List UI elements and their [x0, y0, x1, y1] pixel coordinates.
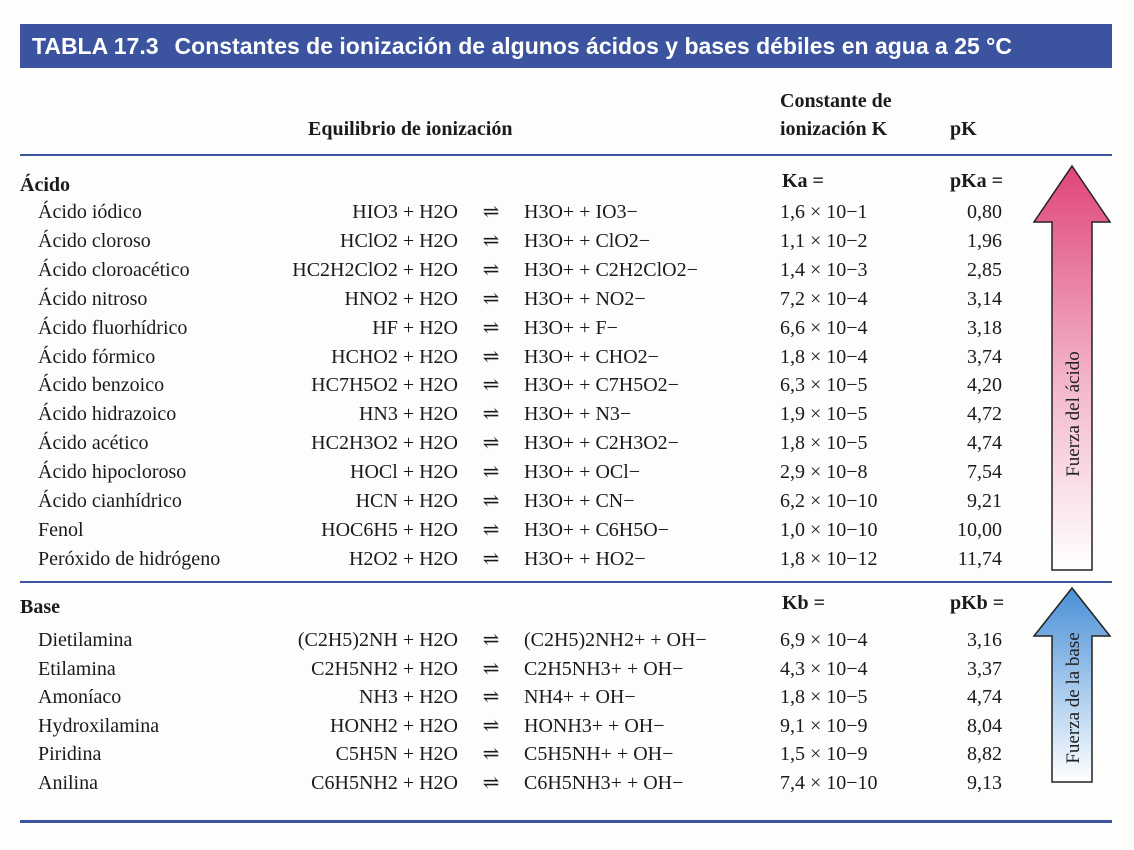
- equation-reactants: HF + H2O: [372, 316, 458, 339]
- acid-strength-label: Fuerza del ácido: [1063, 351, 1084, 477]
- acid-k-label: [782, 170, 824, 193]
- acid-section-label: Ácido: [20, 174, 70, 196]
- acid-constant: 1,9 × 10−5: [780, 403, 868, 426]
- base-strength-label: Fuerza de la base: [1063, 632, 1084, 764]
- acid-constant: 1,8 × 10−5: [780, 432, 868, 455]
- equation-products: H3O+ + C2H2ClO2−: [524, 258, 698, 281]
- base-pk-label: [950, 592, 1004, 615]
- acid-constant: 1,1 × 10−2: [780, 229, 868, 252]
- acid-equation: [258, 256, 764, 284]
- table-row: [0, 285, 1134, 313]
- equation-products: HONH3+ + OH−: [524, 714, 665, 737]
- equation-reactants: HC2H3O2 + H2O: [311, 432, 458, 455]
- acid-name: Ácido acético: [38, 432, 149, 455]
- equilibrium-arrow-icon: ⇌: [482, 201, 500, 223]
- table-number: TABLA 17.3: [32, 32, 159, 59]
- table-row: [0, 429, 1134, 457]
- acid-constant: 1,8 × 10−4: [780, 345, 868, 368]
- acid-name: Ácido cianhídrico: [38, 490, 182, 512]
- acid-name: Ácido iódico: [38, 201, 142, 223]
- equation-products: H3O+ + CN−: [524, 490, 635, 512]
- equation-reactants: HIO3 + H2O: [352, 201, 458, 223]
- equilibrium-arrow-icon: ⇌: [482, 432, 500, 455]
- equation-reactants: HONH2 + H2O: [330, 714, 458, 737]
- equation-products: H3O+ + C6H5O−: [524, 518, 669, 541]
- base-pk: 8,04: [967, 714, 1002, 737]
- acid-name: Fenol: [38, 518, 84, 541]
- acid-name: Peróxido de hidrógeno: [38, 547, 221, 570]
- equation-products: H3O+ + C7H5O2−: [524, 374, 679, 397]
- equilibrium-arrow-icon: ⇌: [482, 772, 500, 794]
- acid-pk: 4,74: [967, 432, 1002, 455]
- base-name: Etilamina: [38, 657, 116, 680]
- acid-constant: 6,6 × 10−4: [780, 316, 868, 339]
- equation-reactants: HN3 + H2O: [358, 403, 458, 426]
- equilibrium-arrow-icon: ⇌: [482, 657, 500, 680]
- base-constant: 9,1 × 10−9: [780, 714, 868, 737]
- acid-pk: 4,20: [967, 374, 1002, 397]
- equilibrium-arrow-icon: ⇌: [482, 229, 500, 252]
- table-row: [0, 198, 1134, 226]
- equation-products: H3O+ + F−: [524, 316, 618, 339]
- equation-reactants: HNO2 + H2O: [344, 287, 458, 310]
- base-name: Piridina: [38, 743, 102, 766]
- acid-constant: 1,4 × 10−3: [780, 258, 868, 281]
- base-equation: [258, 769, 764, 797]
- acid-pk: 3,14: [967, 287, 1002, 310]
- table-row: [0, 683, 1134, 711]
- equation-products: H3O+ + NO2−: [524, 287, 646, 310]
- base-section-label: Base: [20, 596, 60, 618]
- base-strength-arrow: [1032, 586, 1112, 786]
- acid-name: Ácido nitroso: [38, 287, 148, 310]
- acid-pk: 10,00: [957, 518, 1002, 541]
- table-row: [0, 769, 1134, 797]
- base-constant: 4,3 × 10−4: [780, 657, 868, 680]
- equilibrium-arrow-icon: ⇌: [482, 374, 500, 397]
- base-pk: 3,37: [967, 657, 1002, 680]
- table-row: [0, 314, 1134, 342]
- acid-strength-arrow: [1032, 164, 1112, 574]
- equation-reactants: C2H5NH2 + H2O: [311, 657, 458, 680]
- acid-constant: 6,2 × 10−10: [780, 490, 878, 512]
- acid-pk: 9,21: [967, 490, 1002, 512]
- acid-pk: 1,96: [967, 229, 1002, 252]
- base-k-label: [782, 592, 825, 615]
- acid-pk: 11,74: [957, 547, 1002, 570]
- acid-equation: [258, 487, 764, 515]
- acid-equation: [258, 516, 764, 544]
- acid-equation: [258, 227, 764, 255]
- base-equation: [258, 626, 764, 654]
- base-pk-label-text: pKb =: [950, 592, 1005, 614]
- section-rule: [20, 581, 1112, 583]
- acid-pk: 4,72: [967, 403, 1002, 426]
- base-k-label-text: Kb =: [782, 592, 826, 614]
- equation-reactants: H2O2 + H2O: [348, 547, 458, 570]
- table-title-bar: [20, 24, 1112, 68]
- table-row: [0, 400, 1134, 428]
- header-rule: [20, 154, 1112, 156]
- acid-name: Ácido cloroacético: [38, 258, 190, 281]
- acid-constant: 7,2 × 10−4: [780, 287, 868, 310]
- equilibrium-arrow-icon: ⇌: [482, 518, 500, 541]
- equation-reactants: HCN + H2O: [355, 490, 458, 512]
- table-row: [0, 545, 1134, 573]
- equation-products: C2H5NH3+ + OH−: [524, 657, 684, 680]
- equilibrium-arrow-icon: ⇌: [482, 490, 500, 512]
- table-row: [0, 740, 1134, 768]
- table-row: [0, 343, 1134, 371]
- acid-equation: [258, 429, 764, 457]
- equation-products: H3O+ + HO2−: [524, 547, 646, 570]
- equation-reactants: HClO2 + H2O: [340, 229, 458, 252]
- equilibrium-arrow-icon: ⇌: [482, 287, 500, 310]
- base-constant: 1,8 × 10−5: [780, 686, 868, 709]
- equilibrium-arrow-icon: ⇌: [482, 403, 500, 426]
- equilibrium-arrow-icon: ⇌: [482, 686, 500, 709]
- equation-products: H3O+ + IO3−: [524, 201, 638, 223]
- acid-pk-label: [950, 170, 1003, 193]
- header-constant-line1: Constante de: [780, 90, 892, 112]
- acid-pk: 3,74: [967, 345, 1002, 368]
- acid-k-label-text: Ka =: [782, 170, 824, 192]
- acid-equation: [258, 458, 764, 486]
- base-name: Hydroxilamina: [38, 714, 160, 737]
- acid-constant: 1,0 × 10−10: [780, 518, 878, 541]
- acid-pk-label-text: pKa =: [950, 170, 1004, 192]
- acid-equation: [258, 198, 764, 226]
- equilibrium-arrow-icon: ⇌: [482, 547, 500, 570]
- equilibrium-arrow-icon: ⇌: [482, 461, 500, 484]
- table-row: [0, 458, 1134, 486]
- base-name: Dietilamina: [38, 629, 133, 651]
- footer-rule: [20, 820, 1112, 823]
- acid-equation: [258, 400, 764, 428]
- equation-reactants: C6H5NH2 + H2O: [311, 772, 458, 794]
- header-equilibrium: Equilibrio de ionización: [308, 118, 513, 140]
- acid-name: Ácido cloroso: [38, 229, 151, 252]
- header-pk: pK: [950, 118, 977, 140]
- base-constant: 7,4 × 10−10: [780, 772, 878, 794]
- acid-constant: 1,8 × 10−12: [780, 547, 878, 570]
- base-equation: [258, 683, 764, 711]
- equation-reactants: HOCl + H2O: [350, 461, 458, 484]
- acid-constant: 6,3 × 10−5: [780, 374, 868, 397]
- equation-products: H3O+ + OCl−: [524, 461, 641, 484]
- equation-reactants: HCHO2 + H2O: [331, 345, 458, 368]
- acid-name: Ácido hidrazoico: [38, 403, 177, 426]
- base-equation: [258, 740, 764, 768]
- acid-pk: 7,54: [967, 461, 1002, 484]
- equilibrium-arrow-icon: ⇌: [482, 258, 500, 281]
- equation-products: NH4+ + OH−: [524, 686, 636, 709]
- acid-pk: 0,80: [967, 201, 1002, 223]
- equation-reactants: C5H5N + H2O: [335, 743, 458, 766]
- equation-products: H3O+ + C2H3O2−: [524, 432, 679, 455]
- table-row: [0, 516, 1134, 544]
- equation-products: (C2H5)2NH2+ + OH−: [524, 629, 707, 651]
- acid-constant: 1,6 × 10−1: [780, 201, 868, 223]
- base-constant: 6,9 × 10−4: [780, 629, 868, 651]
- base-equation: [258, 712, 764, 740]
- table-row: [0, 712, 1134, 740]
- equation-reactants: HC2H2ClO2 + H2O: [292, 258, 458, 281]
- equation-products: H3O+ + N3−: [524, 403, 632, 426]
- acid-pk: 2,85: [967, 258, 1002, 281]
- table-row: [0, 256, 1134, 284]
- equilibrium-arrow-icon: ⇌: [482, 714, 500, 737]
- table-title: Constantes de ionización de algunos ácidos y bases débiles en agua a 25 °C: [174, 32, 1012, 59]
- acid-equation: [258, 285, 764, 313]
- base-constant: 1,5 × 10−9: [780, 743, 868, 766]
- base-pk: 8,82: [967, 743, 1002, 766]
- acid-name: Ácido hipocloroso: [38, 461, 187, 484]
- base-name: Anilina: [38, 772, 98, 794]
- base-name: Amoníaco: [38, 686, 122, 709]
- table-row: [0, 227, 1134, 255]
- header-constant-line2: ionización K: [780, 118, 888, 140]
- acid-equation: [258, 314, 764, 342]
- table-row: [0, 487, 1134, 515]
- acid-name: Ácido fluorhídrico: [38, 316, 188, 339]
- equilibrium-arrow-icon: ⇌: [482, 316, 500, 339]
- base-pk: 3,16: [967, 629, 1002, 651]
- equation-products: C6H5NH3+ + OH−: [524, 772, 684, 794]
- acid-constant: 2,9 × 10−8: [780, 461, 868, 484]
- base-pk: 4,74: [967, 686, 1002, 709]
- equation-products: H3O+ + CHO2−: [524, 345, 659, 368]
- equation-products: C5H5NH+ + OH−: [524, 743, 674, 766]
- table-row: [0, 626, 1134, 654]
- equation-reactants: (C2H5)2NH + H2O: [297, 629, 458, 651]
- base-equation: [258, 655, 764, 683]
- acid-name: Ácido benzoico: [38, 374, 165, 397]
- equilibrium-arrow-icon: ⇌: [482, 629, 500, 651]
- equation-reactants: HOC6H5 + H2O: [321, 518, 458, 541]
- table-row: [0, 655, 1134, 683]
- table-row: [0, 371, 1134, 399]
- acid-pk: 3,18: [967, 316, 1002, 339]
- acid-equation: [258, 545, 764, 573]
- acid-equation: [258, 343, 764, 371]
- equilibrium-arrow-icon: ⇌: [482, 345, 500, 368]
- acid-equation: [258, 371, 764, 399]
- equation-reactants: HC7H5O2 + H2O: [311, 374, 458, 397]
- equilibrium-arrow-icon: ⇌: [482, 743, 500, 766]
- base-pk: 9,13: [967, 772, 1002, 794]
- equation-reactants: NH3 + H2O: [358, 686, 458, 709]
- acid-name: Ácido fórmico: [38, 345, 156, 368]
- equation-products: H3O+ + ClO2−: [524, 229, 651, 252]
